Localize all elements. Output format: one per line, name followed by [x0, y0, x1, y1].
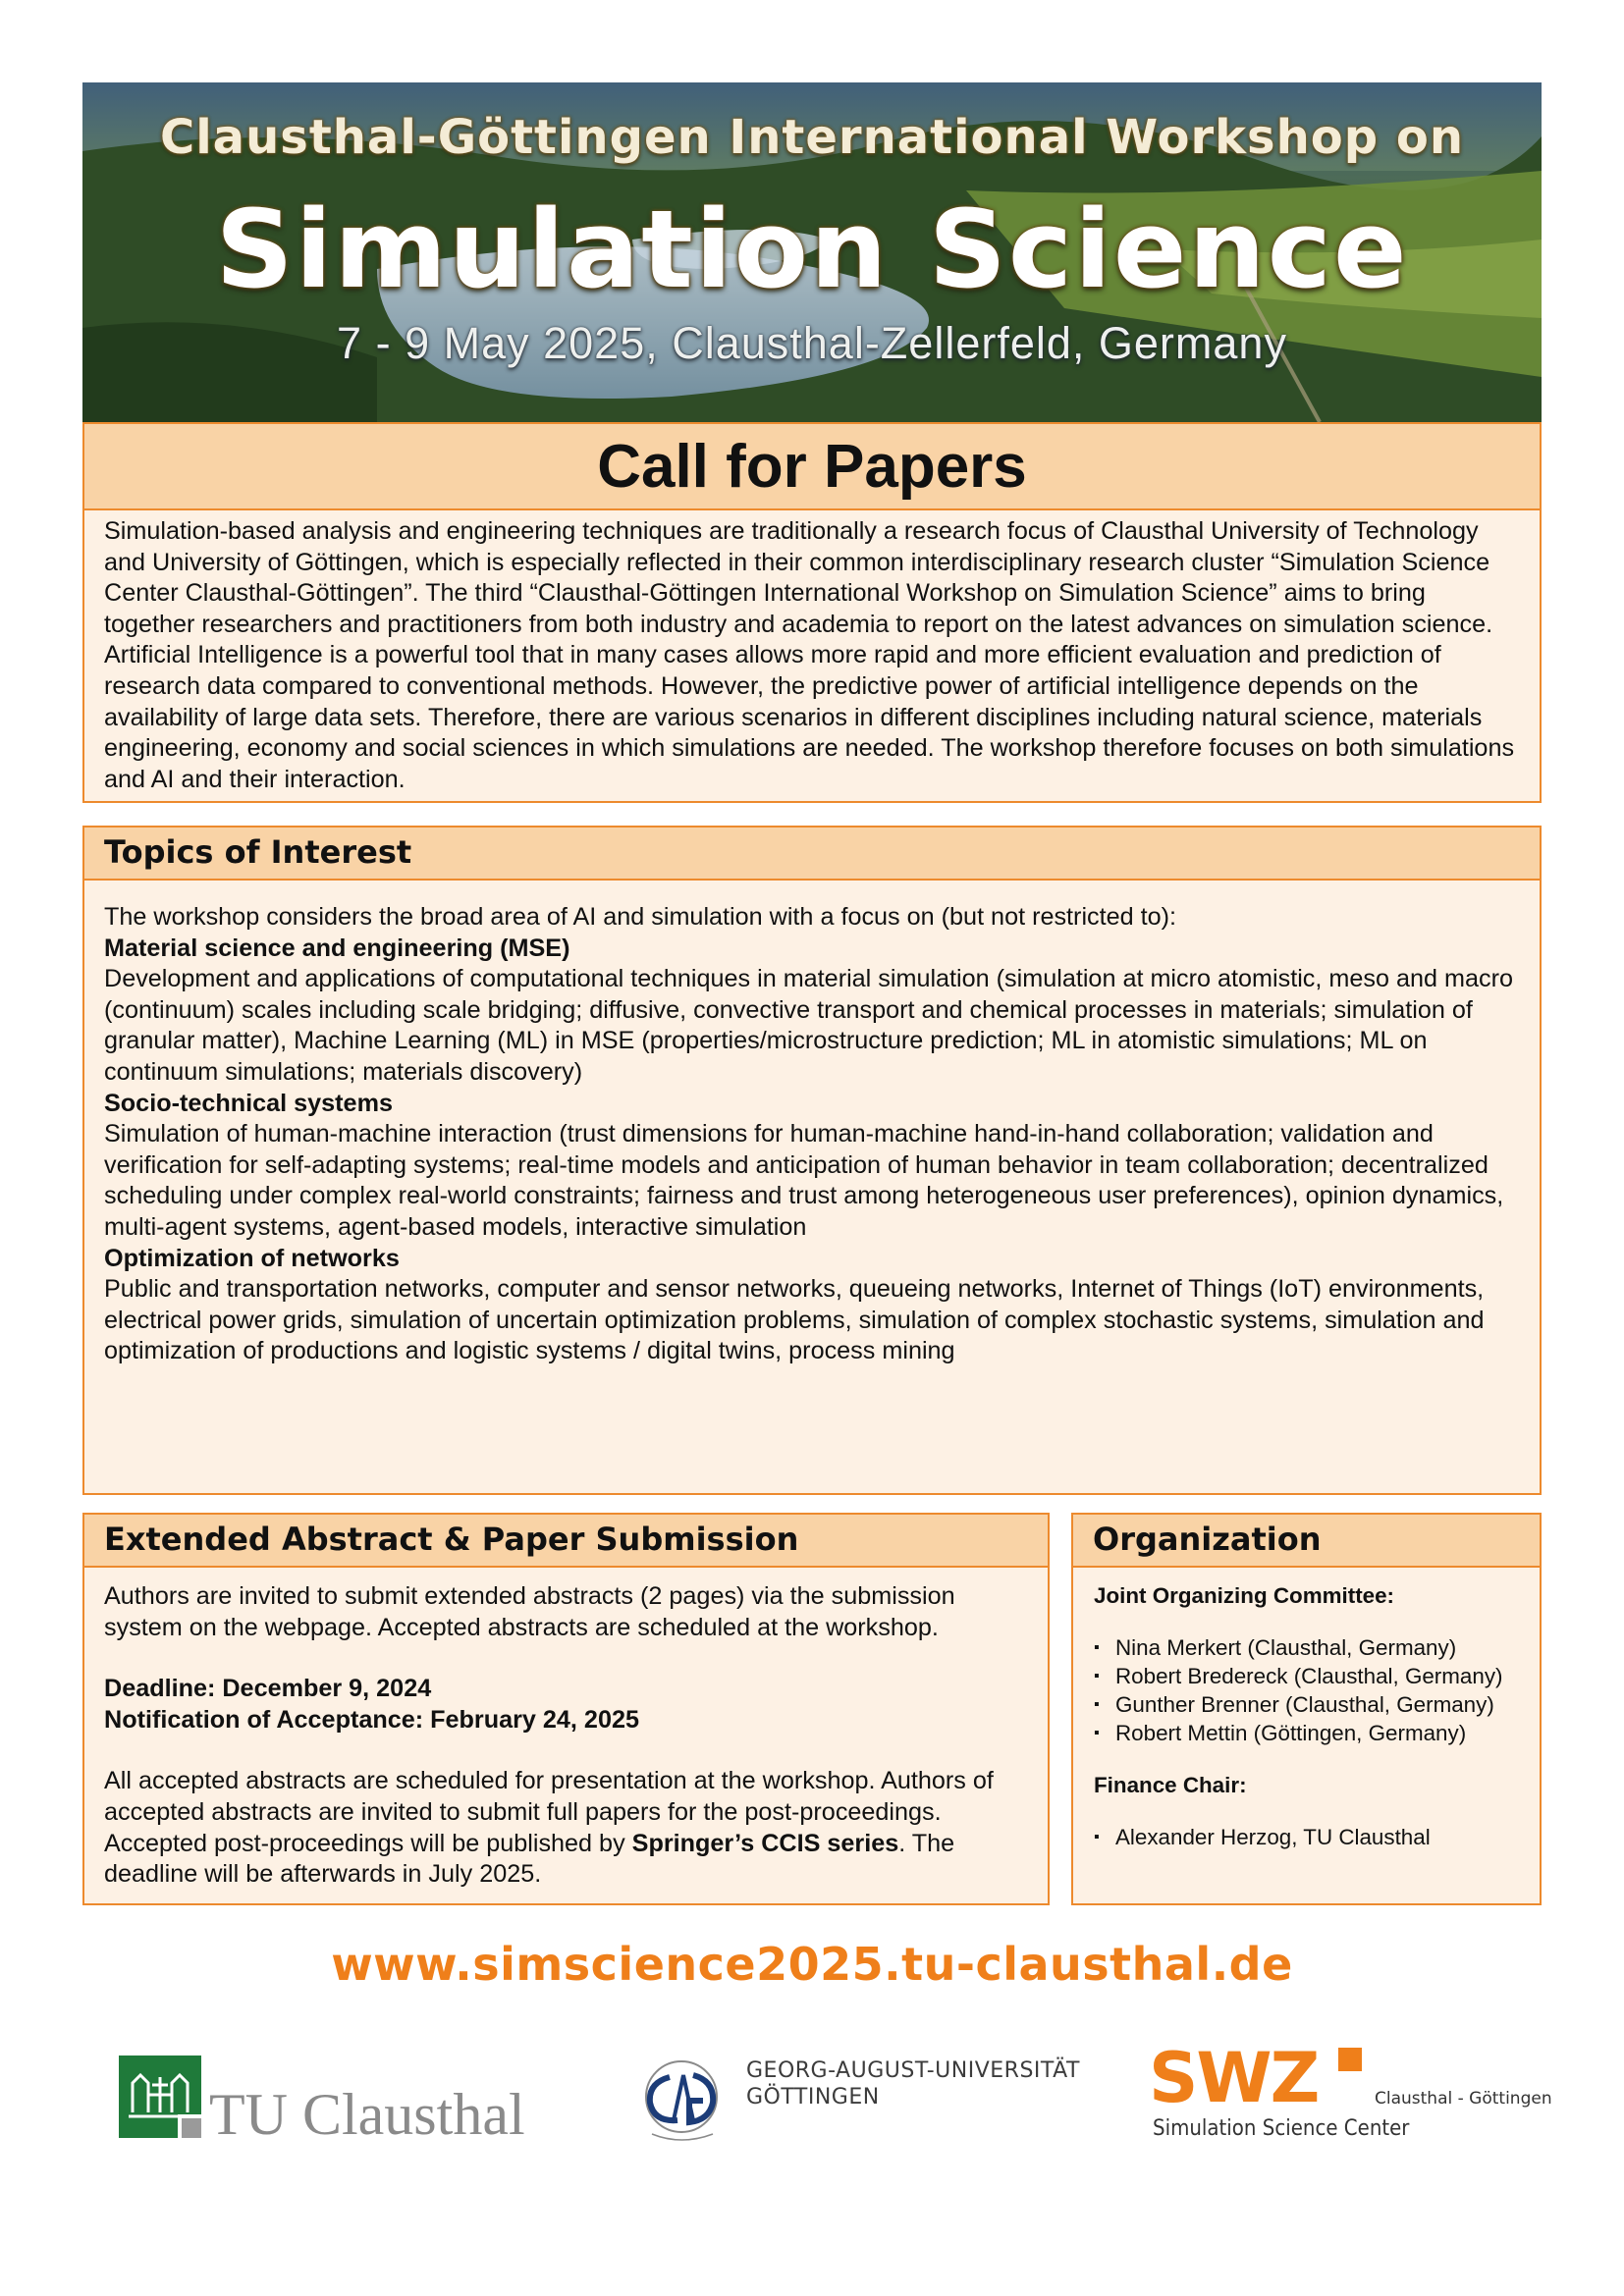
topic-heading: Optimization of networks: [104, 1244, 400, 1272]
tu-clausthal-emblem-icon: [119, 2056, 201, 2138]
topics-intro: The workshop considers the broad area of AI and simulation with a focus on (but not restricted to):: [104, 903, 1177, 931]
banner-date-location: 7 - 9 May 2025, Clausthal-Zellerfeld, Germany: [337, 318, 1287, 368]
header-banner: [82, 82, 1542, 422]
finance-list: [1094, 1823, 1520, 1851]
goettingen-logo: [634, 2052, 1096, 2146]
committee-label: Joint Organizing Committee:: [1094, 1583, 1395, 1608]
committee-member: ▪ Gunther Brenner (Clausthal, Germany): [1094, 1690, 1520, 1719]
proceedings-text-part: All accepted abstracts are scheduled for presentation at the workshop. Authors of accepted abstracts are invited to submit full papers for the post-proceedings. Accepted post-proceedings will be published by: [104, 1767, 994, 1857]
workshop-url[interactable]: www.simscience2025.tu-clausthal.de: [331, 1938, 1293, 1991]
finance-chair-label: Finance Chair:: [1094, 1773, 1247, 1797]
topic-text: Public and transportation networks, computer and sensor networks, queueing networks, Internet of Things (IoT) environments, electrical power grids, simulation of uncertain optimization problems, simulation of complex stochastic systems, simulation and optimization of productions and logistic systems / digital twins, process mining: [104, 1275, 1485, 1365]
swz-square-icon: [1338, 2048, 1362, 2071]
banner-subtitle: Clausthal-Göttingen International Workshop on: [160, 110, 1464, 165]
call-for-papers-title: Call for Papers: [597, 433, 1027, 501]
organization-title: Organization: [1093, 1521, 1322, 1558]
goettingen-name-line1: GEORG-AUGUST-UNIVERSITÄT: [746, 2058, 1080, 2083]
topics-header: [84, 828, 1540, 881]
ccis-series: Springer’s CCIS series: [631, 1829, 899, 1857]
topics-section: [82, 826, 1542, 1495]
call-for-papers-text: Simulation-based analysis and engineering techniques are traditionally a research focus of Clausthal University of Technology and University of Göttingen, which is especially reflected in their common interdisciplinary research cluster “Simulation Science Center Clausthal-Göttingen”. The third “Clausthal-Göttingen International Workshop on Simulation Science” aims to bring together researchers and practitioners from both industry and academia to report on the latest advances on simulation science. Artificial Intelligence is a powerful tool that in many cases allows more rapid and more efficient evaluation and prediction of research data compared to conventional methods. However, the predictive power of artificial intelligence depends on the availability of large data sets. Therefore, there are various scenarios in different disciplines including natural science, materials engineering, economy and social sciences in which simulations are needed. The workshop therefore focuses on both simulations and AI and their interaction.: [104, 517, 1515, 793]
swz-location: Clausthal - Göttingen: [1375, 2089, 1552, 2109]
tu-clausthal-logo: [119, 2056, 561, 2147]
finance-chair: ▪ Alexander Herzog, TU Clausthal: [1094, 1823, 1520, 1851]
topic-text: Development and applications of computational techniques in material simulation (simulation at micro atomistic, meso and macro (continuum) scales including scale bridging; diffusive, convective transport and chemical processes in materials; simulation of granular matter), Machine Learning (ML) in MSE (properties/microstructure prediction; ML in atomistic simulations; ML on continuum simulations; materials discovery): [104, 965, 1513, 1086]
notification-date: Notification of Acceptance: February 24, 2025: [104, 1705, 639, 1734]
submission-intro: Authors are invited to submit extended abstracts (2 pages) via the submission system on the webpage. Accepted abstracts are scheduled at the workshop.: [104, 1582, 955, 1641]
proceedings-text-part: . The deadline will be afterwards in July 2025.: [104, 1829, 955, 1889]
committee-member: ▪ Robert Bredereck (Clausthal, Germany): [1094, 1662, 1520, 1690]
banner-title: Simulation Science: [215, 187, 1409, 312]
swz-logo: [1149, 2038, 1552, 2142]
goettingen-seal-icon: [634, 2052, 732, 2146]
tu-clausthal-wordmark: TU Clausthal: [209, 2082, 525, 2147]
committee-member: ▪ Nina Merkert (Clausthal, Germany): [1094, 1633, 1520, 1662]
call-for-papers-header: [84, 424, 1540, 510]
organization-header: [1073, 1515, 1540, 1568]
topics-title: Topics of Interest: [104, 833, 412, 871]
submission-header: [84, 1515, 1048, 1568]
swz-subtitle: Simulation Science Center: [1153, 2116, 1410, 2141]
deadline: Deadline: December 9, 2024: [104, 1675, 432, 1703]
organization-section: [1071, 1513, 1542, 1905]
proceedings-text: [104, 1766, 1028, 1890]
committee-member: ▪ Robert Mettin (Göttingen, Germany): [1094, 1719, 1520, 1747]
goettingen-name-line2: GÖTTINGEN: [746, 2085, 880, 2109]
call-for-papers-section: [82, 422, 1542, 803]
swz-wordmark: SWZ: [1149, 2038, 1319, 2118]
submission-section: [82, 1513, 1050, 1905]
topic-heading: Material science and engineering (MSE): [104, 934, 570, 962]
submission-title: Extended Abstract & Paper Submission: [104, 1521, 799, 1558]
topic-text: Simulation of human-machine interaction (trust dimensions for human-machine hand-in-hand collaboration; validation and verification for self-adapting systems; real-time models and anticipation of human behavior in team collaboration; decentralized scheduling under complex real-world constraints; fairness and trust among heterogeneous user preferences), opinion dynamics, multi-agent systems, agent-based models, interactive simulation: [104, 1120, 1504, 1241]
topic-heading: Socio-technical systems: [104, 1089, 393, 1117]
committee-list: [1094, 1633, 1520, 1747]
